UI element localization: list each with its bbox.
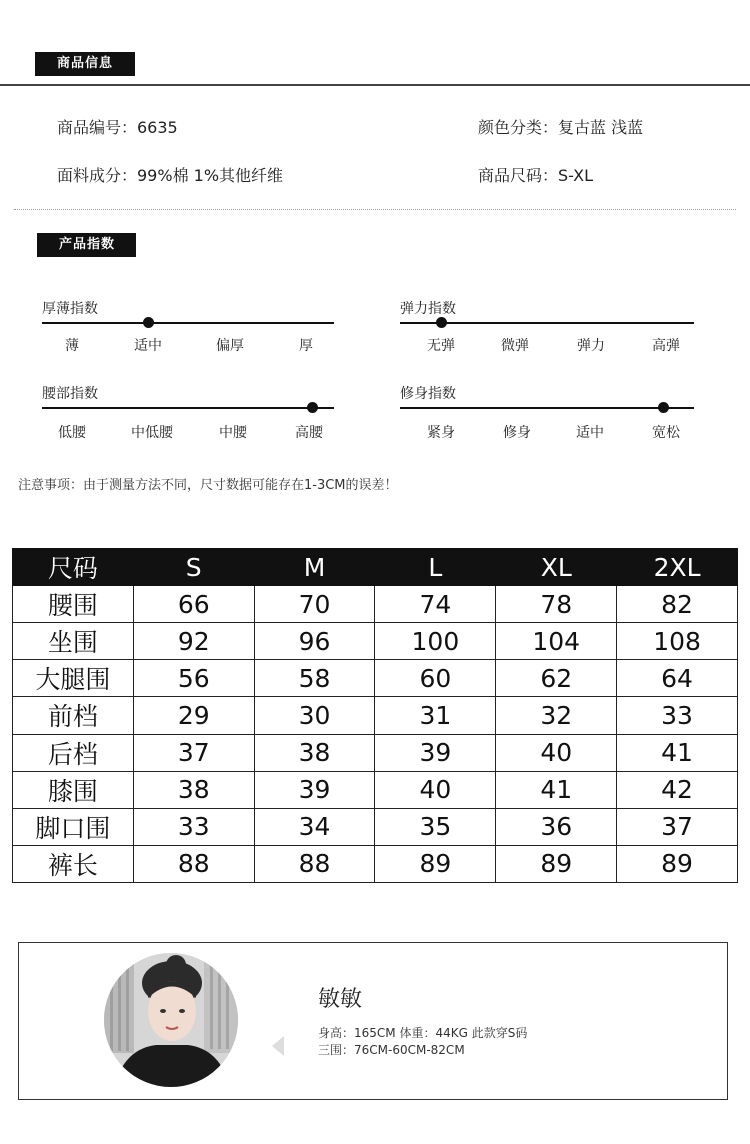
- row-label: 大腿围: [13, 660, 134, 697]
- fit-option: 适中: [576, 425, 604, 441]
- fit-index-title: 修身指数: [400, 386, 456, 402]
- size-table-header: [13, 549, 738, 586]
- header-cell: L: [375, 549, 496, 586]
- table-cell: 32: [496, 697, 617, 734]
- table-row: [13, 734, 738, 771]
- row-label: 裤长: [13, 845, 134, 882]
- table-cell: 29: [133, 697, 254, 734]
- table-cell: 37: [133, 734, 254, 771]
- row-label: 膝围: [13, 771, 134, 808]
- header-cell: M: [254, 549, 375, 586]
- table-cell: 42: [617, 771, 738, 808]
- product-info-divider: [0, 84, 750, 86]
- row-label: 腰围: [13, 586, 134, 623]
- thickness-option: 偏厚: [216, 338, 244, 354]
- table-cell: 39: [375, 734, 496, 771]
- fit-index-line: [400, 407, 694, 409]
- table-cell: 108: [617, 623, 738, 660]
- measurement-note: 注意事项：由于测量方法不同，尺寸数据可能存在1-3CM的误差！: [18, 478, 398, 493]
- row-label: 坐围: [13, 623, 134, 660]
- table-cell: 88: [133, 845, 254, 882]
- table-cell: 39: [254, 771, 375, 808]
- table-cell: 89: [375, 845, 496, 882]
- model-avatar: [104, 953, 238, 1087]
- table-row: [13, 808, 738, 845]
- waist-option: 低腰: [58, 425, 86, 441]
- row-label: 前档: [13, 697, 134, 734]
- product-info-tag: 商品信息: [35, 52, 135, 76]
- table-cell: 36: [496, 808, 617, 845]
- thickness-option: 厚: [299, 338, 313, 354]
- elasticity-index-title: 弹力指数: [400, 301, 456, 317]
- table-cell: 96: [254, 623, 375, 660]
- fit-option: 修身: [503, 425, 531, 441]
- table-cell: 92: [133, 623, 254, 660]
- size-table: [12, 548, 738, 883]
- table-cell: 40: [496, 734, 617, 771]
- product-size-range: 商品尺码：S-XL: [478, 166, 594, 185]
- table-row: [13, 697, 738, 734]
- table-cell: 30: [254, 697, 375, 734]
- table-cell: 78: [496, 586, 617, 623]
- elasticity-option: 弹力: [577, 338, 605, 354]
- table-cell: 66: [133, 586, 254, 623]
- table-cell: 89: [496, 845, 617, 882]
- thickness-option: 薄: [65, 338, 79, 354]
- table-cell: 70: [254, 586, 375, 623]
- table-cell: 40: [375, 771, 496, 808]
- table-cell: 74: [375, 586, 496, 623]
- table-cell: 64: [617, 660, 738, 697]
- table-cell: 38: [133, 771, 254, 808]
- table-cell: 56: [133, 660, 254, 697]
- header-cell: 2XL: [617, 549, 738, 586]
- model-bust-waist-hip: 三围：76CM-60CM-82CM: [318, 1043, 465, 1057]
- fit-option: 宽松: [652, 425, 680, 441]
- waist-option: 中低腰: [131, 425, 173, 441]
- elasticity-option: 高弹: [652, 338, 680, 354]
- table-cell: 62: [496, 660, 617, 697]
- table-cell: 100: [375, 623, 496, 660]
- model-measurements: 身高：165CM 体重：44KG 此款穿S码: [318, 1026, 528, 1040]
- thickness-index-marker: [143, 317, 154, 328]
- table-cell: 58: [254, 660, 375, 697]
- header-cell: XL: [496, 549, 617, 586]
- table-cell: 41: [617, 734, 738, 771]
- table-cell: 82: [617, 586, 738, 623]
- table-cell: 31: [375, 697, 496, 734]
- waist-index-marker: [307, 402, 318, 413]
- table-cell: 89: [617, 845, 738, 882]
- table-cell: 88: [254, 845, 375, 882]
- product-index-tag: 产品指数: [37, 233, 136, 257]
- table-cell: 41: [496, 771, 617, 808]
- elasticity-option: 无弹: [427, 338, 455, 354]
- table-row: [13, 845, 738, 882]
- table-cell: 33: [617, 697, 738, 734]
- model-name: 敏敏: [318, 987, 363, 1012]
- row-label: 脚口围: [13, 808, 134, 845]
- waist-index-line: [42, 407, 334, 409]
- thickness-index-title: 厚薄指数: [42, 301, 98, 317]
- waist-option: 中腰: [219, 425, 247, 441]
- header-cell: 尺码: [13, 549, 134, 586]
- table-row: [13, 660, 738, 697]
- carousel-arrow-icon: [272, 1036, 284, 1056]
- product-color: 颜色分类：复古蓝 浅蓝: [478, 118, 644, 137]
- header-cell: S: [133, 549, 254, 586]
- fit-index-marker: [658, 402, 669, 413]
- product-fabric: 面料成分：99%棉 1%其他纤维: [57, 166, 284, 185]
- thickness-index-line: [42, 322, 334, 324]
- fit-option: 紧身: [427, 425, 455, 441]
- table-cell: 33: [133, 808, 254, 845]
- section-divider: [14, 209, 736, 210]
- table-cell: 37: [617, 808, 738, 845]
- table-cell: 104: [496, 623, 617, 660]
- table-cell: 35: [375, 808, 496, 845]
- elasticity-option: 微弹: [501, 338, 529, 354]
- waist-index-title: 腰部指数: [42, 386, 98, 402]
- model-photo-icon: [104, 953, 238, 1087]
- table-row: [13, 586, 738, 623]
- elasticity-index-marker: [436, 317, 447, 328]
- table-cell: 34: [254, 808, 375, 845]
- waist-option: 高腰: [295, 425, 323, 441]
- table-row: [13, 623, 738, 660]
- table-cell: 60: [375, 660, 496, 697]
- thickness-option: 适中: [134, 338, 162, 354]
- row-label: 后档: [13, 734, 134, 771]
- table-cell: 38: [254, 734, 375, 771]
- product-sku: 商品编号：6635: [57, 118, 178, 137]
- table-row: [13, 771, 738, 808]
